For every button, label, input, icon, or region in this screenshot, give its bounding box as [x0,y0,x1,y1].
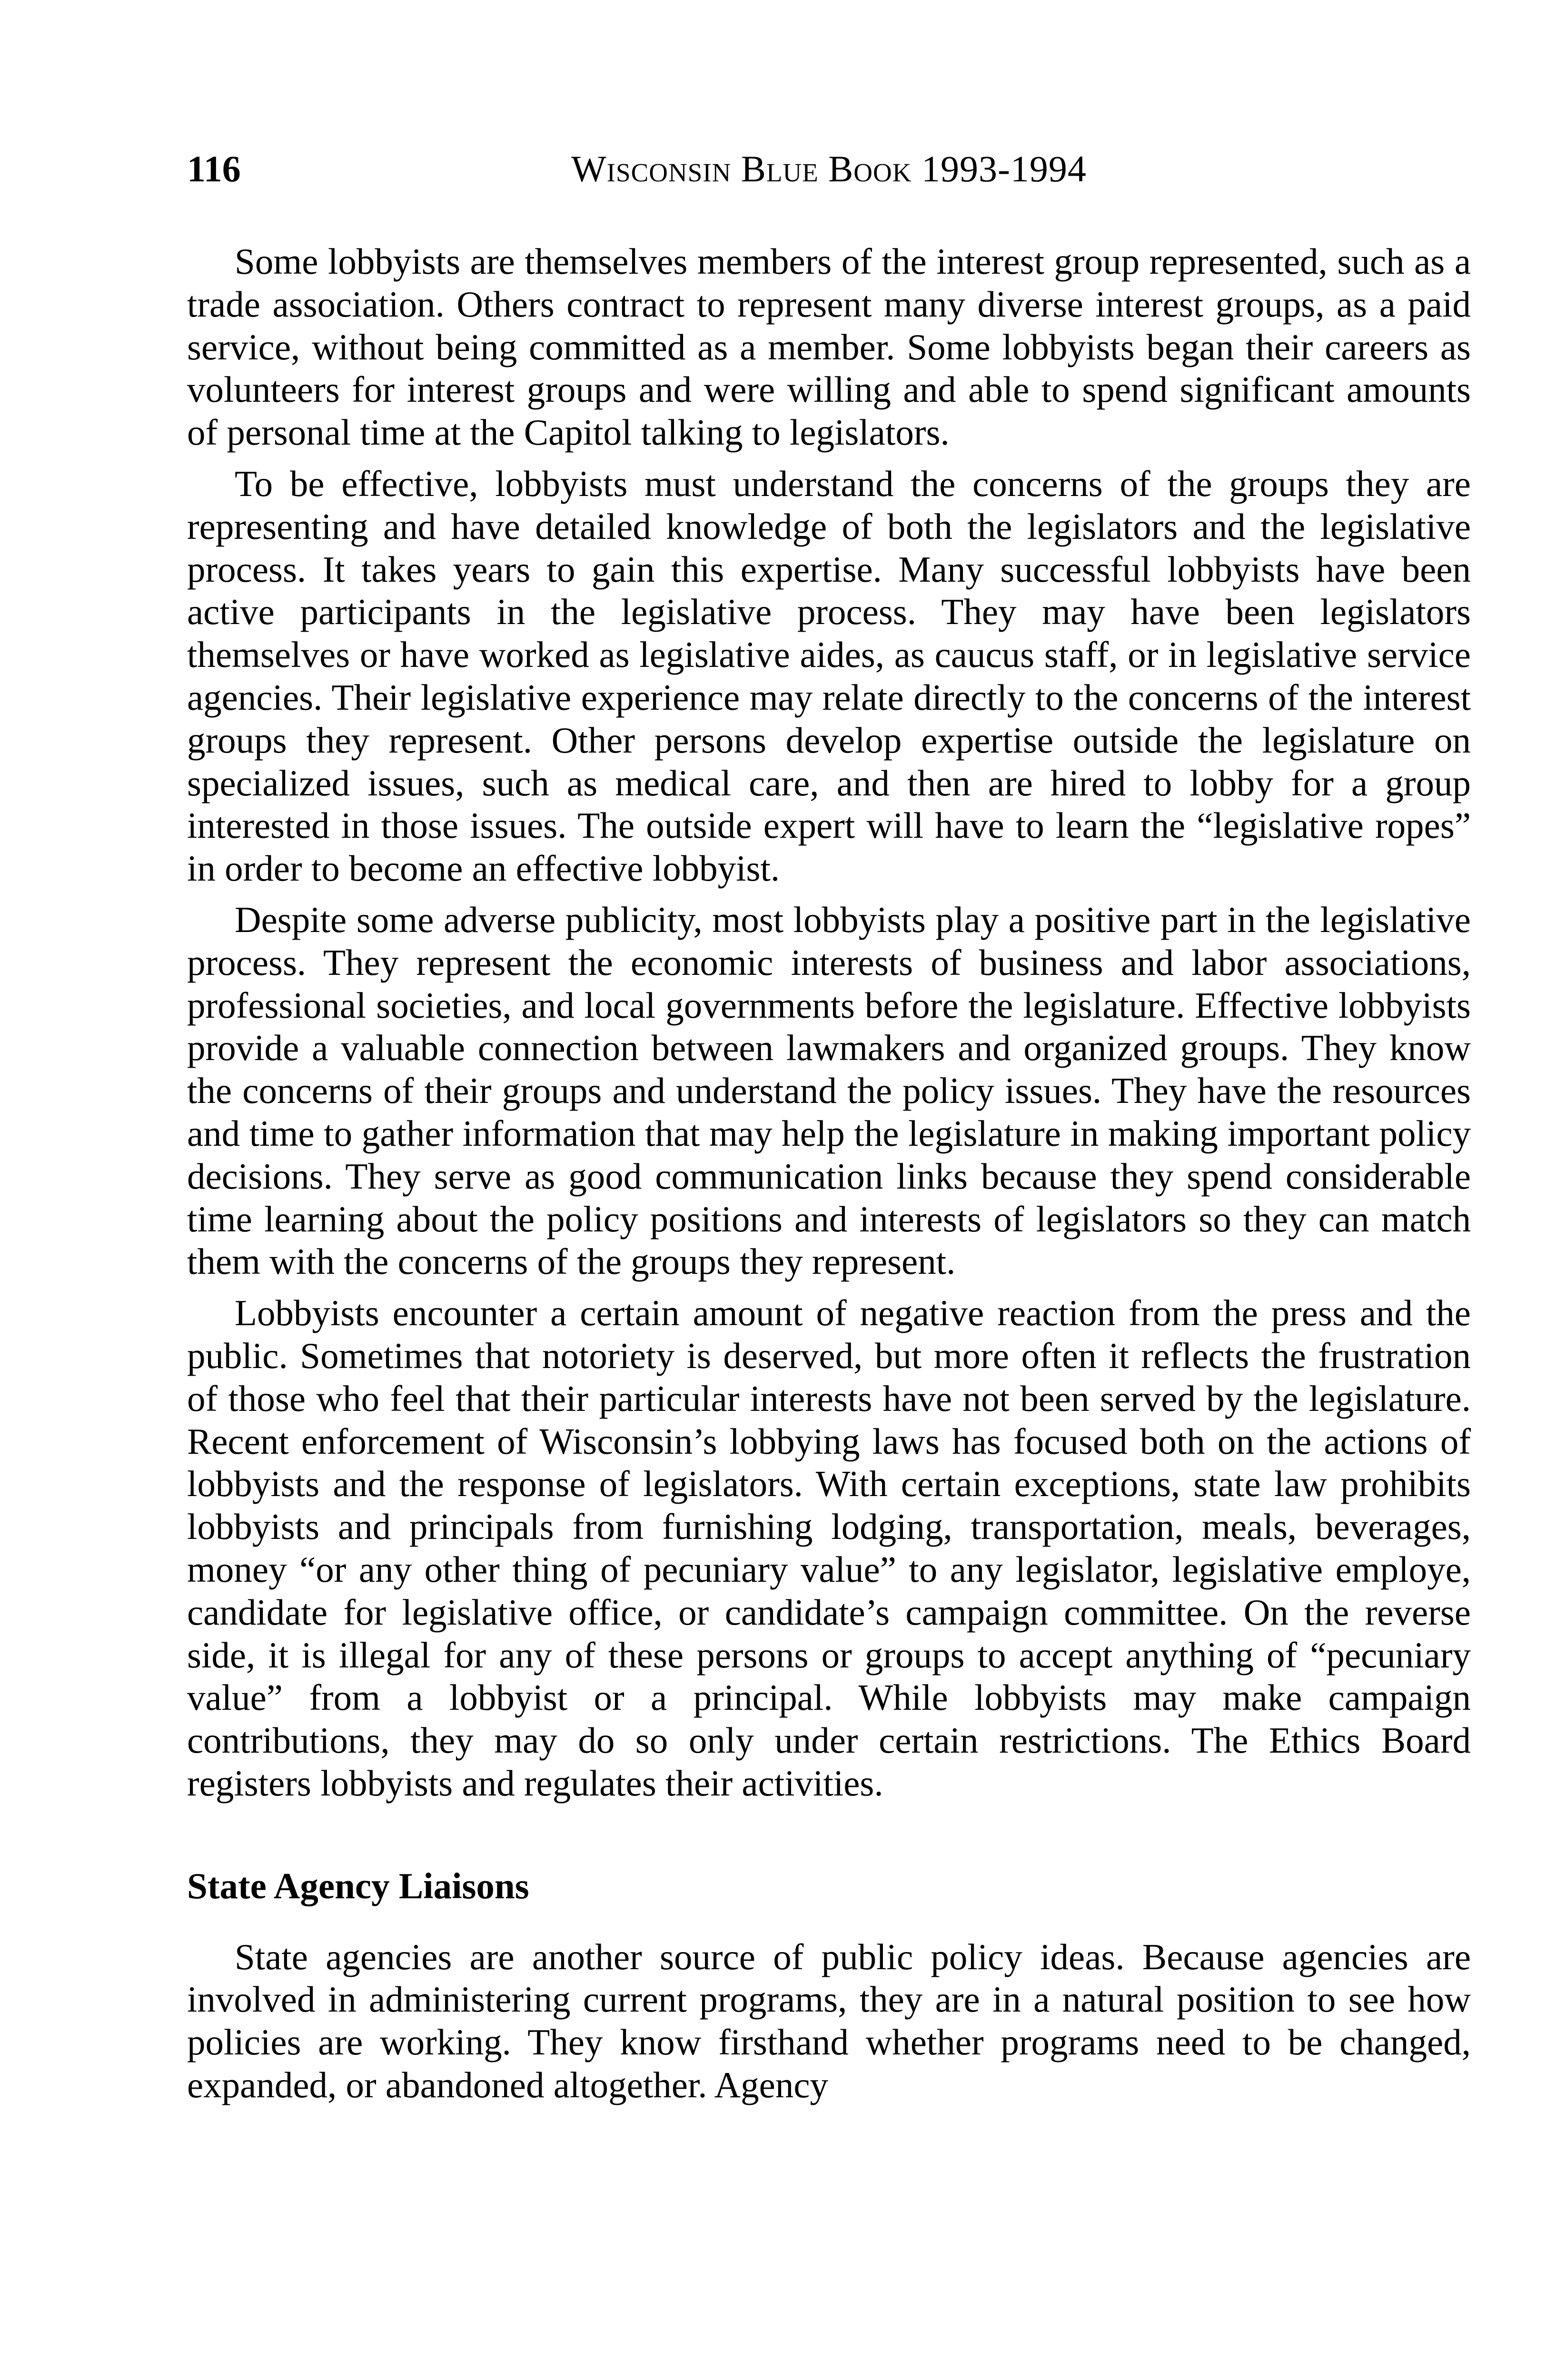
page-number: 116 [187,148,241,189]
section-heading: State Agency Liaisons [187,1865,529,1906]
running-title: Wisconsin Blue Book 1993-1994 [571,148,1087,189]
paragraph-lobbyist-role: Despite some adverse publicity, most lobbyists play a positive part in the legislative process. They represent the economic interests of business and labor associations, professional societies, and local governments before the legislature. Effective lobbyists provide a valuable connection between lawmakers and organized groups. They know the concerns of their groups and understand the policy issues. They have the resources and time to gather information that may help the legislature in making important policy decisions. They serve as good communication links because they spend considerable time learning about the policy positions and interests of legislators so they can match them with the concerns of the groups they represent. [187,899,1471,1282]
page-header [187,143,1471,195]
paragraph-lobbyist-membership: Some lobbyists are themselves members of the interest group represented, such as a trade association. Others contract to represent many diverse interest groups, as a paid service, without being committed as a member. Some lobbyists began their careers as volunteers for interest groups and were willing and able to spend significant amounts of personal time at the Capitol talking to legislators. [187,241,1471,453]
paragraph-state-agencies: State agencies are another source of public policy ideas. Because agencies are involved in administering current programs, they are in a natural position to see how policies are working. They know firsthand whether programs need to be changed, expanded, or abandoned altogether. Agency [187,1936,1471,2106]
paragraph-lobbyist-regulation: Lobbyists encounter a certain amount of negative reaction from the press and the public. Sometimes that notoriety is deserved, but more often it reflects the frustration of those who feel that their particular interests have not been served by the legislature. Recent enforcement of Wisconsin’s lobbying laws has focused both on the actions of lobbyists and the response of legislators. With certain exceptions, state law prohibits lobbyists and principals from furnishing lodging, transportation, meals, beverages, money “or any other thing of pecuniary value” to any legislator, legislative employe, candidate for legislative office, or candidate’s campaign committee. On the reverse side, it is illegal for any of these persons or groups to accept anything of “pecuniary value” from a lobbyist or a principal. While lobbyists may make campaign contributions, they may do so only under certain restrictions. The Ethics Board registers lobbyists and regulates their activities. [187,1292,1471,1804]
body-text [187,240,1471,2107]
paragraph-lobbyist-expertise: To be effective, lobbyists must understand the concerns of the groups they are representing and have detailed knowledge of both the legislators and the legislative process. It takes years to gain this expertise. Many successful lobbyists have been active participants in the legislative process. They may have been legislators themselves or have worked as legislative aides, as caucus staff, or in legislative service agencies. Their legislative experience may relate directly to the concerns of the interest groups they represent. Other persons develop expertise outside the legislature on specialized issues, such as medical care, and then are hired to lobby for a group interested in those issues. The outside expert will have to learn the “legislative ropes” in order to become an effective lobbyist. [187,463,1471,889]
